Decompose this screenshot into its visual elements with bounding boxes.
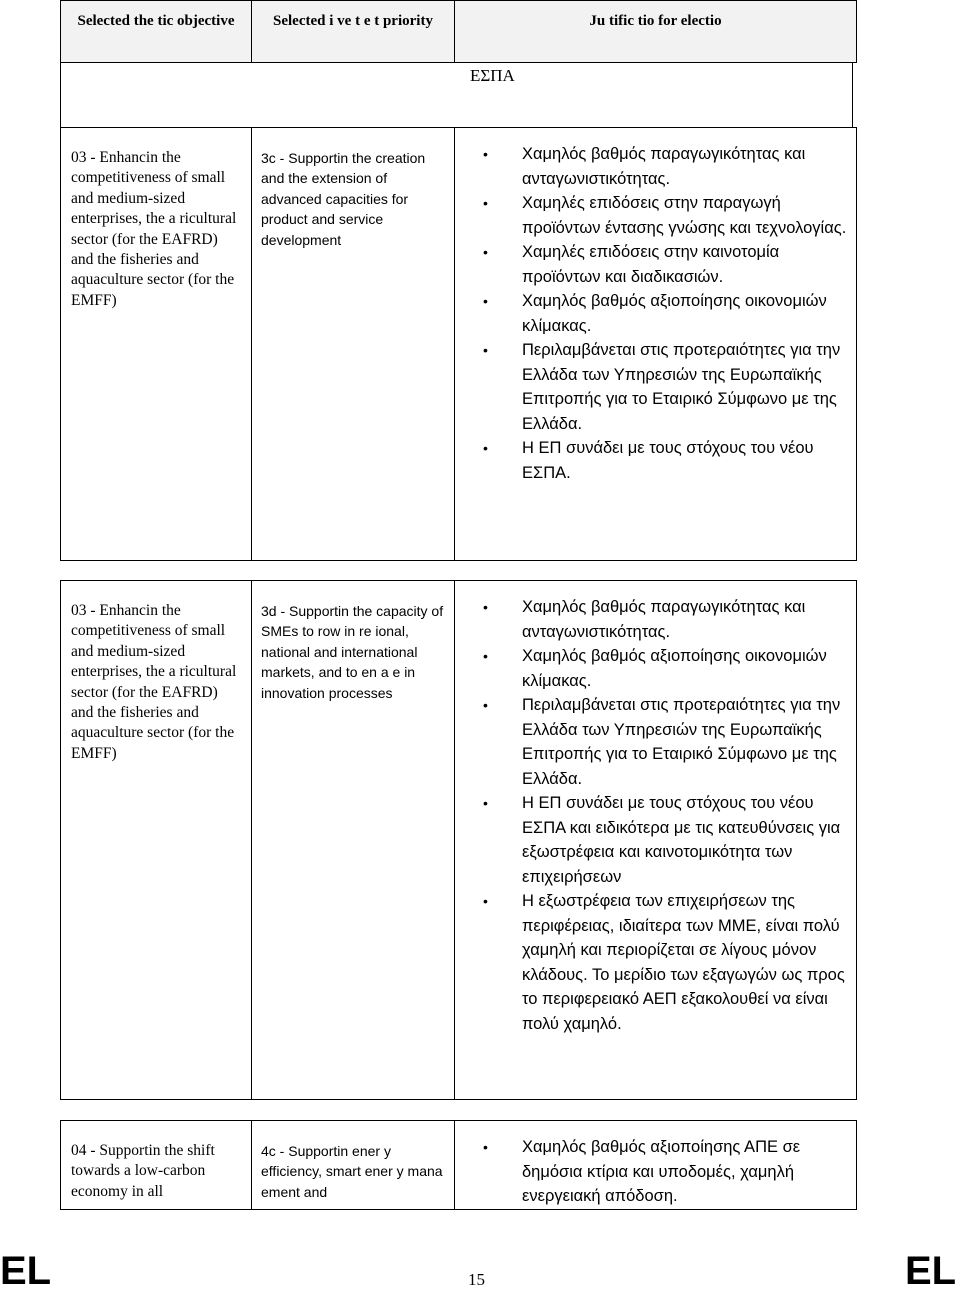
list-item: • Περιλαμβάνεται στις προτεραιότητες για την Ελλάδα των Υπηρεσιών της Ευρωπαϊκής Επιτροπής για το Εταιρικό Σύμφωνο με της Ελλάδα. xyxy=(468,338,850,436)
objective-cell xyxy=(61,581,252,1100)
list-item: • Η ΕΠ συνάδει με τους στόχους του νέου ΕΣΠΑ. xyxy=(468,436,850,485)
bullet-icon: • xyxy=(483,697,488,713)
bullet-icon: • xyxy=(483,1139,488,1155)
header-row xyxy=(60,0,857,63)
justification-list xyxy=(455,581,856,1036)
bullet-icon: • xyxy=(483,244,488,260)
footer-language-right: EL xyxy=(905,1249,957,1293)
header-objective: Selected the tic objective xyxy=(61,1,252,63)
list-item: • Χαμηλός βαθμός αξιοποίησης οικονομιών κλίμακας. xyxy=(468,644,850,693)
objective-cell xyxy=(61,1121,252,1210)
bullet-icon: • xyxy=(483,893,488,909)
list-item: • Χαμηλές επιδόσεις στην καινοτομία προϊόντων και διαδικασιών. xyxy=(468,240,850,289)
header-justification: Ju tific tio for electio xyxy=(455,1,857,63)
priority-text: 4c - Supportin ener y efficiency, smart ener y mana ement and xyxy=(261,1143,443,1200)
list-item: • Περιλαμβάνεται στις προτεραιότητες για την Ελλάδα των Υπηρεσιών της Ευρωπαϊκής Επιτροπής για το Εταιρικό Σύμφωνο με της Ελλάδα. xyxy=(468,693,850,791)
priority-cell xyxy=(252,128,455,561)
list-item: • Χαμηλές επιδόσεις στην παραγωγή προϊόντων έντασης γνώσης και τεχνολογίας. xyxy=(468,191,850,240)
header-priority: Selected i ve t e t priority xyxy=(252,1,455,63)
justification-list xyxy=(455,1121,856,1209)
table-row xyxy=(60,1120,857,1210)
bullet-icon: • xyxy=(483,146,488,162)
justification-cell xyxy=(455,1121,857,1210)
list-item: • Χαμηλός βαθμός αξιοποίησης οικονομιών κλίμακας. xyxy=(468,289,850,338)
objective-cell xyxy=(61,128,252,561)
priority-cell xyxy=(252,581,455,1100)
list-item: • Χαμηλός βαθμός αξιοποίησης ΑΠΕ σε δημόσια κτίρια και υποδομές, χαμηλή ενεργειακή απόδοση. xyxy=(468,1135,850,1209)
objective-text: 04 - Supportin the shift towards a low-carbon economy in all xyxy=(71,1142,215,1200)
bullet-icon: • xyxy=(483,342,488,358)
priority-text: 3c - Supportin the creation and the extension of advanced capacities for product and service development xyxy=(261,150,426,248)
bullet-icon: • xyxy=(483,795,488,811)
bullet-icon: • xyxy=(483,293,488,309)
espa-label: ΕΣΠΑ xyxy=(470,66,515,85)
bullet-icon: • xyxy=(483,599,488,615)
list-item: • Χαμηλός βαθμός παραγωγικότητας και ανταγωνιστικότητας. xyxy=(468,595,850,644)
priority-text: 3d - Supportin the capacity of SMEs to row in re ional, national and international markets, and to en a e in innovation processes xyxy=(261,603,444,701)
justification-cell xyxy=(455,128,857,561)
bullet-icon: • xyxy=(483,195,488,211)
list-item: • Η ΕΠ συνάδει με τους στόχους του νέου ΕΣΠΑ και ειδικότερα με τις κατευθύνσεις για εξωστρέφεια και καινοτομικότητα των επιχειρήσεων xyxy=(468,791,850,889)
bullet-icon: • xyxy=(483,648,488,664)
table-row xyxy=(60,580,857,1100)
priority-cell xyxy=(252,1121,455,1210)
list-item: • Χαμηλός βαθμός παραγωγικότητας και ανταγωνιστικότητας. xyxy=(468,142,850,191)
footer-language-left: EL xyxy=(0,1249,52,1293)
justification-cell xyxy=(455,581,857,1100)
objective-text: 03 - Enhancin the competitiveness of small and medium-sized enterprises, the a ricultural sector (for the EAFRD) and the fisheries and aquaculture sector (for the EMFF) xyxy=(71,602,237,762)
objective-text: 03 - Enhancin the competitiveness of small and medium-sized enterprises, the a ricultural sector (for the EAFRD) and the fisheries and aquaculture sector (for the EMFF) xyxy=(71,149,237,309)
list-item: • Η εξωστρέφεια των επιχειρήσεων της περιφέρειας, ιδιαίτερα των ΜΜΕ, είναι πολύ χαμηλή και περιορίζεται σε λίγους μόνον κλάδους. Το μερίδιο των εξαγωγών ως προς το περιφερειακό ΑΕΠ εξακολουθεί να είναι πολύ χαμηλό. xyxy=(468,889,850,1036)
bullet-icon: • xyxy=(483,440,488,456)
table-row xyxy=(60,127,857,561)
justification-list xyxy=(455,128,856,485)
espa-row xyxy=(60,63,853,127)
page-number: 15 xyxy=(468,1270,485,1289)
